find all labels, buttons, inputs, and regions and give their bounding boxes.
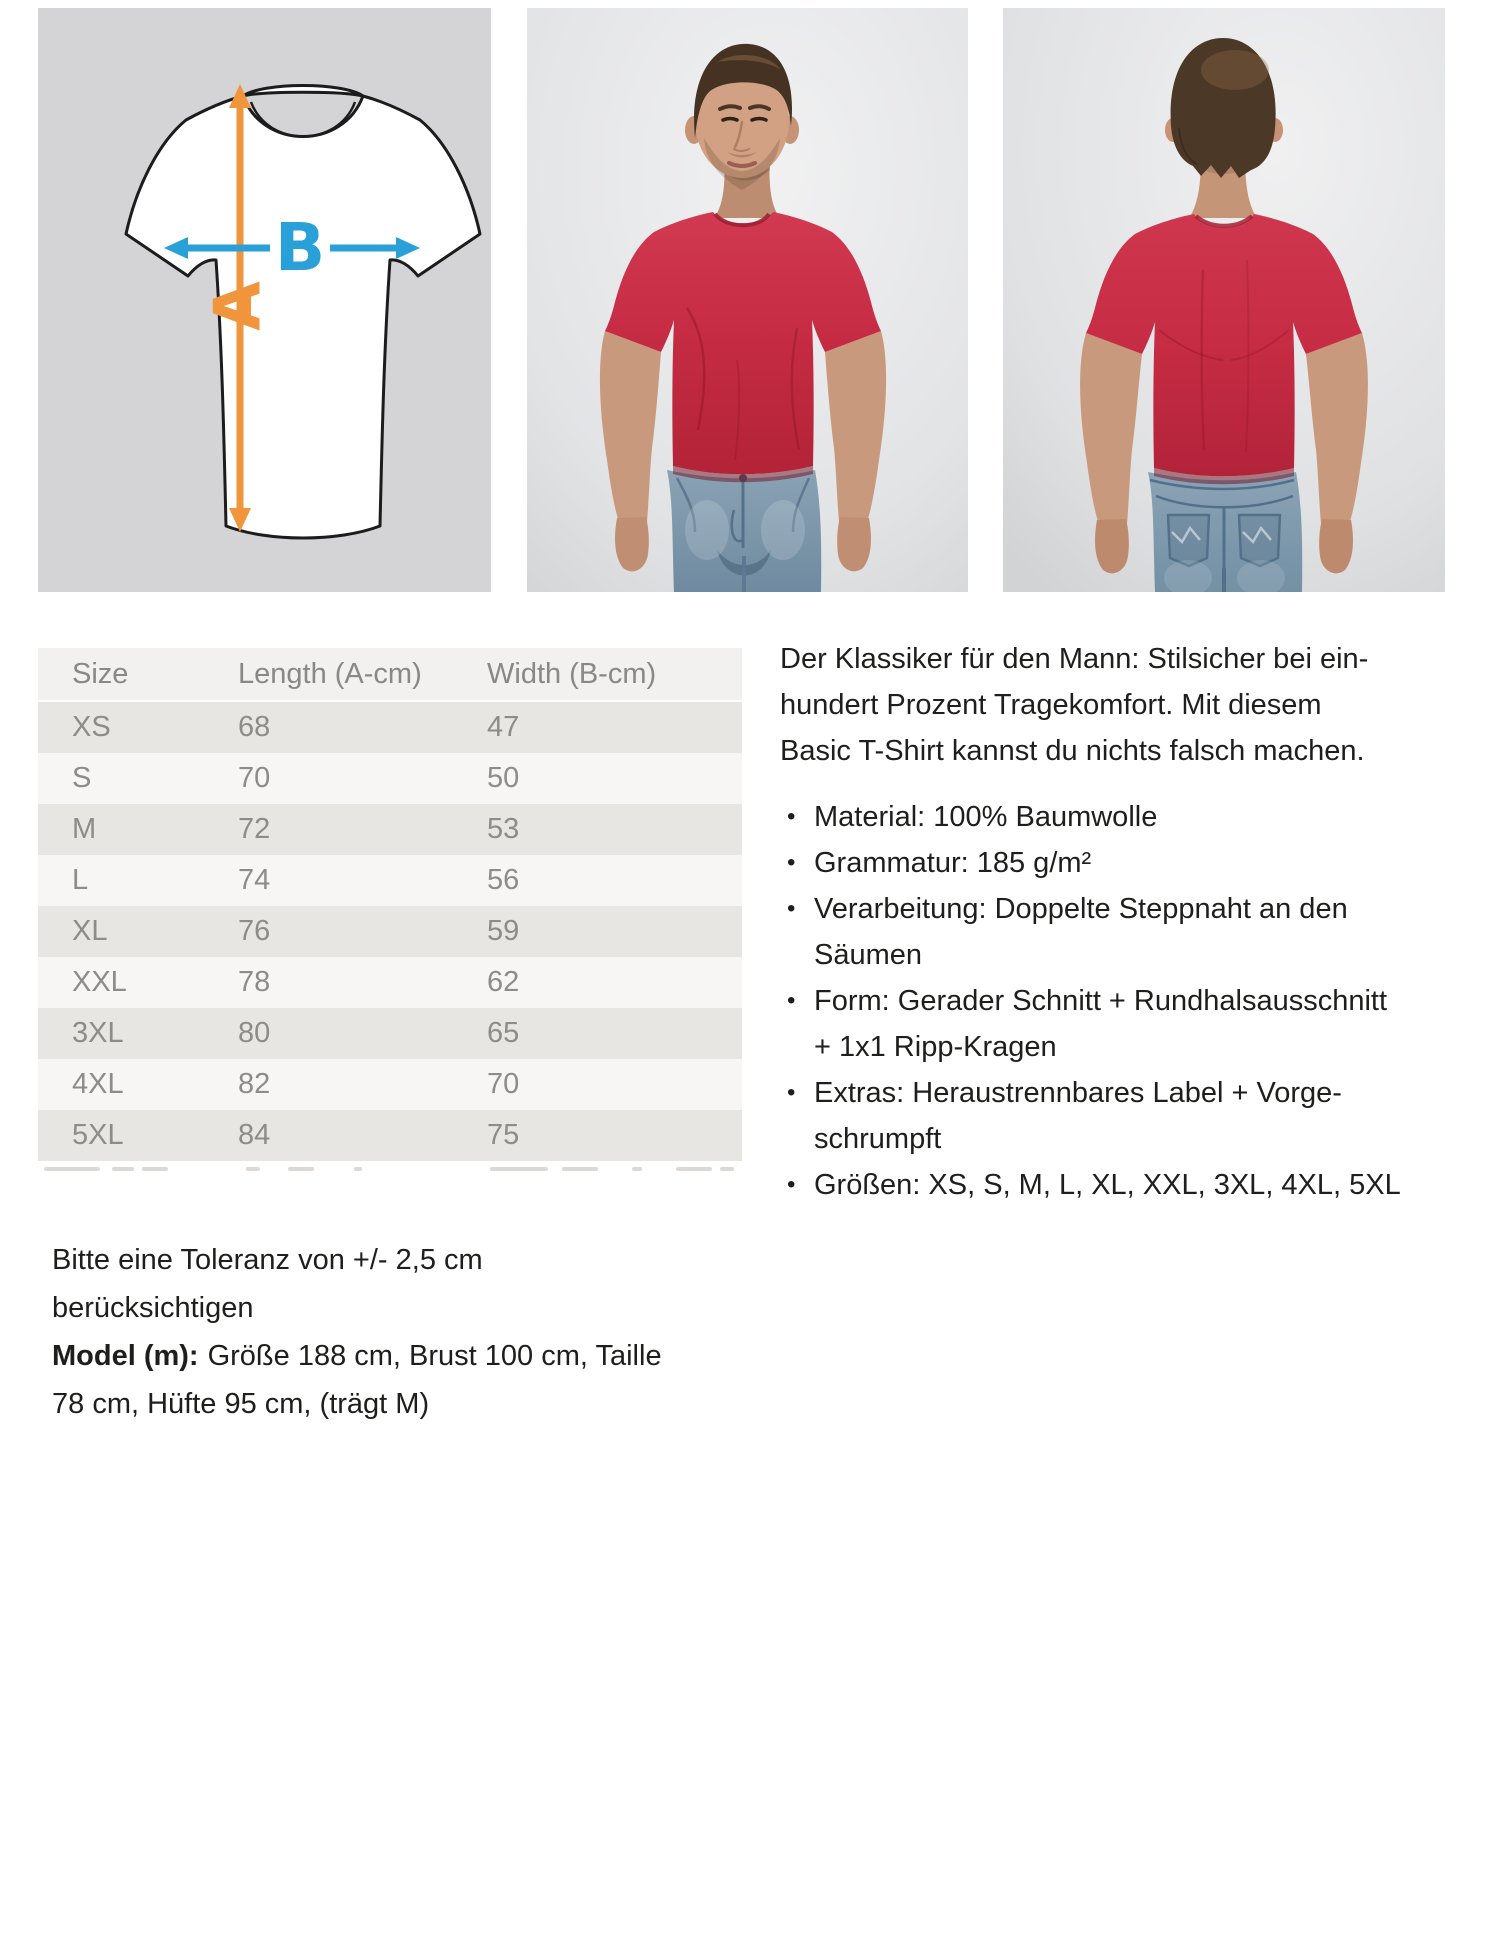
bullet-dot-icon: • (787, 803, 796, 830)
label-a: A (201, 281, 276, 331)
table-row (38, 1008, 742, 1059)
clipped-text-fragment (676, 1167, 712, 1171)
size-table-header-row (38, 648, 742, 702)
table-row (38, 1059, 742, 1110)
clipped-text-fragment (354, 1167, 362, 1171)
table-row (38, 906, 742, 957)
description-intro: Der Klassiker für den Mann: Stilsicher bei ein- hundert Prozent Tragekomfort. Mit diesem Basic T-Shirt kannst du nichts falsch machen. (780, 643, 1369, 767)
size-cell: 82 (238, 1068, 271, 1100)
bullet-text: Form: Gerader Schnitt + Rundhalsausschnitt + 1x1 Ripp-Kragen (814, 985, 1388, 1063)
description-bullet-item (780, 794, 1480, 840)
clipped-text-fragment (490, 1167, 548, 1171)
product-description (780, 636, 1480, 1208)
bullet-dot-icon: • (787, 895, 796, 922)
size-cell: XL (72, 915, 108, 947)
tshirt-measure-diagram (38, 8, 491, 592)
size-cell: 84 (238, 1119, 271, 1151)
bullet-text: Verarbeitung: Doppelte Steppnaht an den Säumen (814, 893, 1348, 971)
column-header: Length (A-cm) (238, 657, 422, 690)
size-table (38, 648, 742, 1177)
size-cell: 68 (238, 711, 271, 743)
size-cell: 56 (487, 864, 520, 896)
size-cell: 5XL (72, 1119, 124, 1151)
bullet-dot-icon: • (787, 1079, 796, 1106)
size-cell: 53 (487, 813, 520, 845)
size-cell: 62 (487, 966, 520, 998)
bullet-text: Grammatur: 185 g/m² (814, 847, 1092, 879)
tolerance-note: Bitte eine Toleranz von +/- 2,5 cm berücksichtigen (52, 1244, 483, 1324)
description-bullet-item (780, 1162, 1480, 1208)
size-cell: 78 (238, 966, 271, 998)
clipped-text-fragment (562, 1167, 598, 1171)
size-cell: 4XL (72, 1068, 124, 1100)
clipped-text-fragment (142, 1167, 168, 1171)
size-cell: 47 (487, 711, 520, 743)
size-cell: 76 (238, 915, 271, 947)
size-cell: 74 (238, 864, 271, 896)
description-bullet-item (780, 1070, 1480, 1162)
size-cell: XXL (72, 966, 127, 998)
model-note (52, 1332, 672, 1428)
size-cell: XS (72, 711, 111, 743)
label-b: B (274, 209, 326, 286)
bullet-dot-icon: • (787, 1171, 796, 1198)
clipped-text-fragment (246, 1167, 260, 1171)
description-bullet-item (780, 978, 1480, 1070)
table-row (38, 1110, 742, 1161)
bullet-dot-icon: • (787, 849, 796, 876)
table-row (38, 702, 742, 753)
model-back-image (1003, 8, 1445, 592)
size-cell: 75 (487, 1119, 520, 1151)
column-header: Width (B-cm) (487, 657, 657, 690)
size-cell: 70 (487, 1068, 520, 1100)
model-front-image (527, 8, 968, 592)
size-cell: 65 (487, 1017, 520, 1049)
size-cell: S (72, 762, 92, 794)
bullet-text: Material: 100% Baumwolle (814, 801, 1158, 833)
size-cell: M (72, 813, 97, 845)
bullet-text: Extras: Heraustrennbares Label + Vorge- schrumpft (814, 1077, 1342, 1155)
column-header: Size (72, 657, 129, 690)
bullet-text: Größen: XS, S, M, L, XL, XXL, 3XL, 4XL, 5XL (814, 1169, 1401, 1201)
size-cell: 50 (487, 762, 520, 794)
size-cell: 80 (238, 1017, 271, 1049)
model-back-illustration (1003, 8, 1445, 592)
measurement-notes (52, 1236, 672, 1428)
table-row (38, 855, 742, 906)
description-bullets (780, 794, 1480, 1208)
model-note-label: Model (m): (52, 1340, 199, 1372)
table-row (38, 753, 742, 804)
clipped-text-fragment (112, 1167, 134, 1171)
size-cell: 70 (238, 762, 271, 794)
size-table-body (38, 702, 742, 1161)
size-cell: L (72, 864, 89, 896)
description-bullet-item (780, 840, 1480, 886)
model-front-illustration (527, 8, 968, 592)
clipped-text-fragment (288, 1167, 314, 1171)
size-cell: 59 (487, 915, 520, 947)
table-row (38, 957, 742, 1008)
clipped-text-fragment (720, 1167, 734, 1171)
model-note-text-line2: 78 cm, Hüfte 95 cm, (trägt M) (52, 1388, 430, 1420)
description-bullet-item (780, 886, 1480, 978)
clipped-text-fragment (632, 1167, 642, 1171)
model-note-text: Größe 188 cm, Brust 100 cm, Taille (207, 1340, 662, 1372)
size-cell: 3XL (72, 1017, 124, 1049)
bullet-dot-icon: • (787, 987, 796, 1014)
table-clipped-row (38, 1164, 742, 1177)
size-cell: 72 (238, 813, 271, 845)
table-row (38, 804, 742, 855)
clipped-text-fragment (44, 1167, 100, 1171)
size-diagram-image (38, 8, 491, 592)
